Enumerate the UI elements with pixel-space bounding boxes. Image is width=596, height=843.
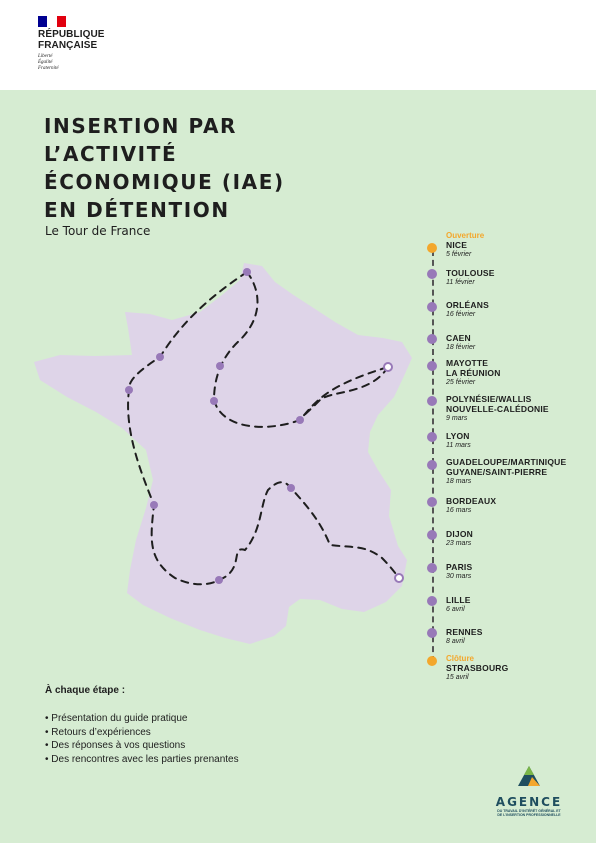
stop-date: 16 février (446, 311, 476, 318)
steps-item: • Des rencontres avec les parties prenantes (45, 753, 239, 767)
timeline-dot (427, 396, 437, 406)
timeline-dot (427, 596, 437, 606)
timeline-dot (427, 460, 437, 470)
timeline-dot (427, 361, 437, 371)
map-stop-paris (216, 362, 224, 370)
map-stop-lille (243, 268, 251, 276)
stop-city: LYON (446, 431, 470, 441)
stop-date: 8 avril (446, 638, 465, 645)
title-line-2: L’ACTIVITÉ (44, 142, 178, 166)
stop-city: ORLÉANS (446, 300, 489, 310)
republic-line-2: FRANÇAISE (38, 40, 98, 51)
stop-date: 9 mars (446, 415, 468, 422)
stop-city: RENNES (446, 627, 483, 637)
map-stop-toulouse (215, 576, 223, 584)
stop-date: 15 avril (446, 674, 469, 681)
timeline-dot (427, 530, 437, 540)
stop-city: GUADELOUPE/MARTINIQUE (446, 457, 567, 467)
stop-date: 18 février (446, 344, 476, 351)
steps-item: • Des réponses à vos questions (45, 739, 239, 753)
stop-city: STRASBOURG (446, 663, 509, 673)
steps-heading: À chaque étape : (45, 685, 126, 696)
map-stop-nice (395, 574, 403, 582)
motto-egalite: Égalité (38, 60, 53, 65)
stop-date: 11 mars (446, 442, 471, 449)
stop-date: 23 mars (446, 540, 472, 547)
timeline-dot (427, 334, 437, 344)
stop-city: CAEN (446, 333, 471, 343)
stop-date: 11 février (446, 279, 475, 286)
agence-subtitle-line-1: DU TRAVAIL D’INTÉRÊT GÉNÉRAL ET (497, 809, 561, 813)
steps-section (45, 685, 239, 766)
map-stop-caen (156, 353, 164, 361)
stop-date: 25 février (446, 379, 476, 386)
republic-line-1: RÉPUBLIQUE (38, 29, 105, 40)
stop-city: TOULOUSE (446, 268, 495, 278)
timeline-dot (427, 628, 437, 638)
stop-date: 30 mars (446, 573, 472, 580)
stop-date: 18 mars (446, 478, 472, 485)
steps-item: • Présentation du guide pratique (45, 712, 239, 726)
agence-subtitle (488, 809, 570, 817)
title-line-4: EN DÉTENTION (44, 198, 230, 222)
title-line-3: ÉCONOMIQUE (IAE) (44, 170, 285, 194)
timeline-dot (427, 563, 437, 573)
stop-date: 16 mars (446, 507, 472, 514)
stop-city: POLYNÉSIE/WALLIS (446, 394, 532, 404)
stop-date: 6 avril (446, 606, 465, 613)
agence-logo (488, 764, 570, 817)
france-shape (34, 263, 412, 644)
motto-fraternite: Fraternité (38, 66, 59, 71)
map-stop-rennes (125, 386, 133, 394)
stop-city: BORDEAUX (446, 496, 497, 506)
motto-liberte: Liberté (38, 54, 53, 59)
timeline-dot (427, 269, 437, 279)
map-stop-lyon (287, 484, 295, 492)
poster-subtitle: Le Tour de France (45, 224, 151, 238)
stop-date: 5 février (446, 251, 472, 258)
map-stop-strasbourg (384, 363, 392, 371)
timeline-dot (427, 497, 437, 507)
title-line-1: INSERTION PAR (44, 114, 238, 138)
closing-label: Clôture (446, 654, 474, 663)
timeline-dot (427, 302, 437, 312)
stop-city: NICE (446, 240, 468, 250)
stop-city: MAYOTTE (446, 358, 489, 368)
map-stop-orleans (210, 397, 218, 405)
stop-city: GUYANE/SAINT-PIERRE (446, 467, 548, 477)
stop-city: LILLE (446, 595, 471, 605)
stop-city: PARIS (446, 562, 473, 572)
map-stop-bordeaux (150, 501, 158, 509)
agence-mountain-icon (516, 764, 542, 788)
stop-city: LA RÉUNION (446, 368, 501, 378)
timeline-dot (427, 243, 437, 253)
steps-item: • Retours d’expériences (45, 726, 239, 740)
timeline-dot (427, 656, 437, 666)
timeline-dot (427, 432, 437, 442)
agence-subtitle-line-2: DE L’INSERTION PROFESSIONNELLE (497, 813, 561, 817)
map-stop-dijon (296, 416, 304, 424)
agence-name: AGENCE (495, 795, 563, 809)
stop-city: NOUVELLE-CALÉDONIE (446, 404, 549, 414)
opening-label: Ouverture (446, 231, 485, 240)
stop-city: DIJON (446, 529, 473, 539)
steps-list (45, 712, 239, 766)
